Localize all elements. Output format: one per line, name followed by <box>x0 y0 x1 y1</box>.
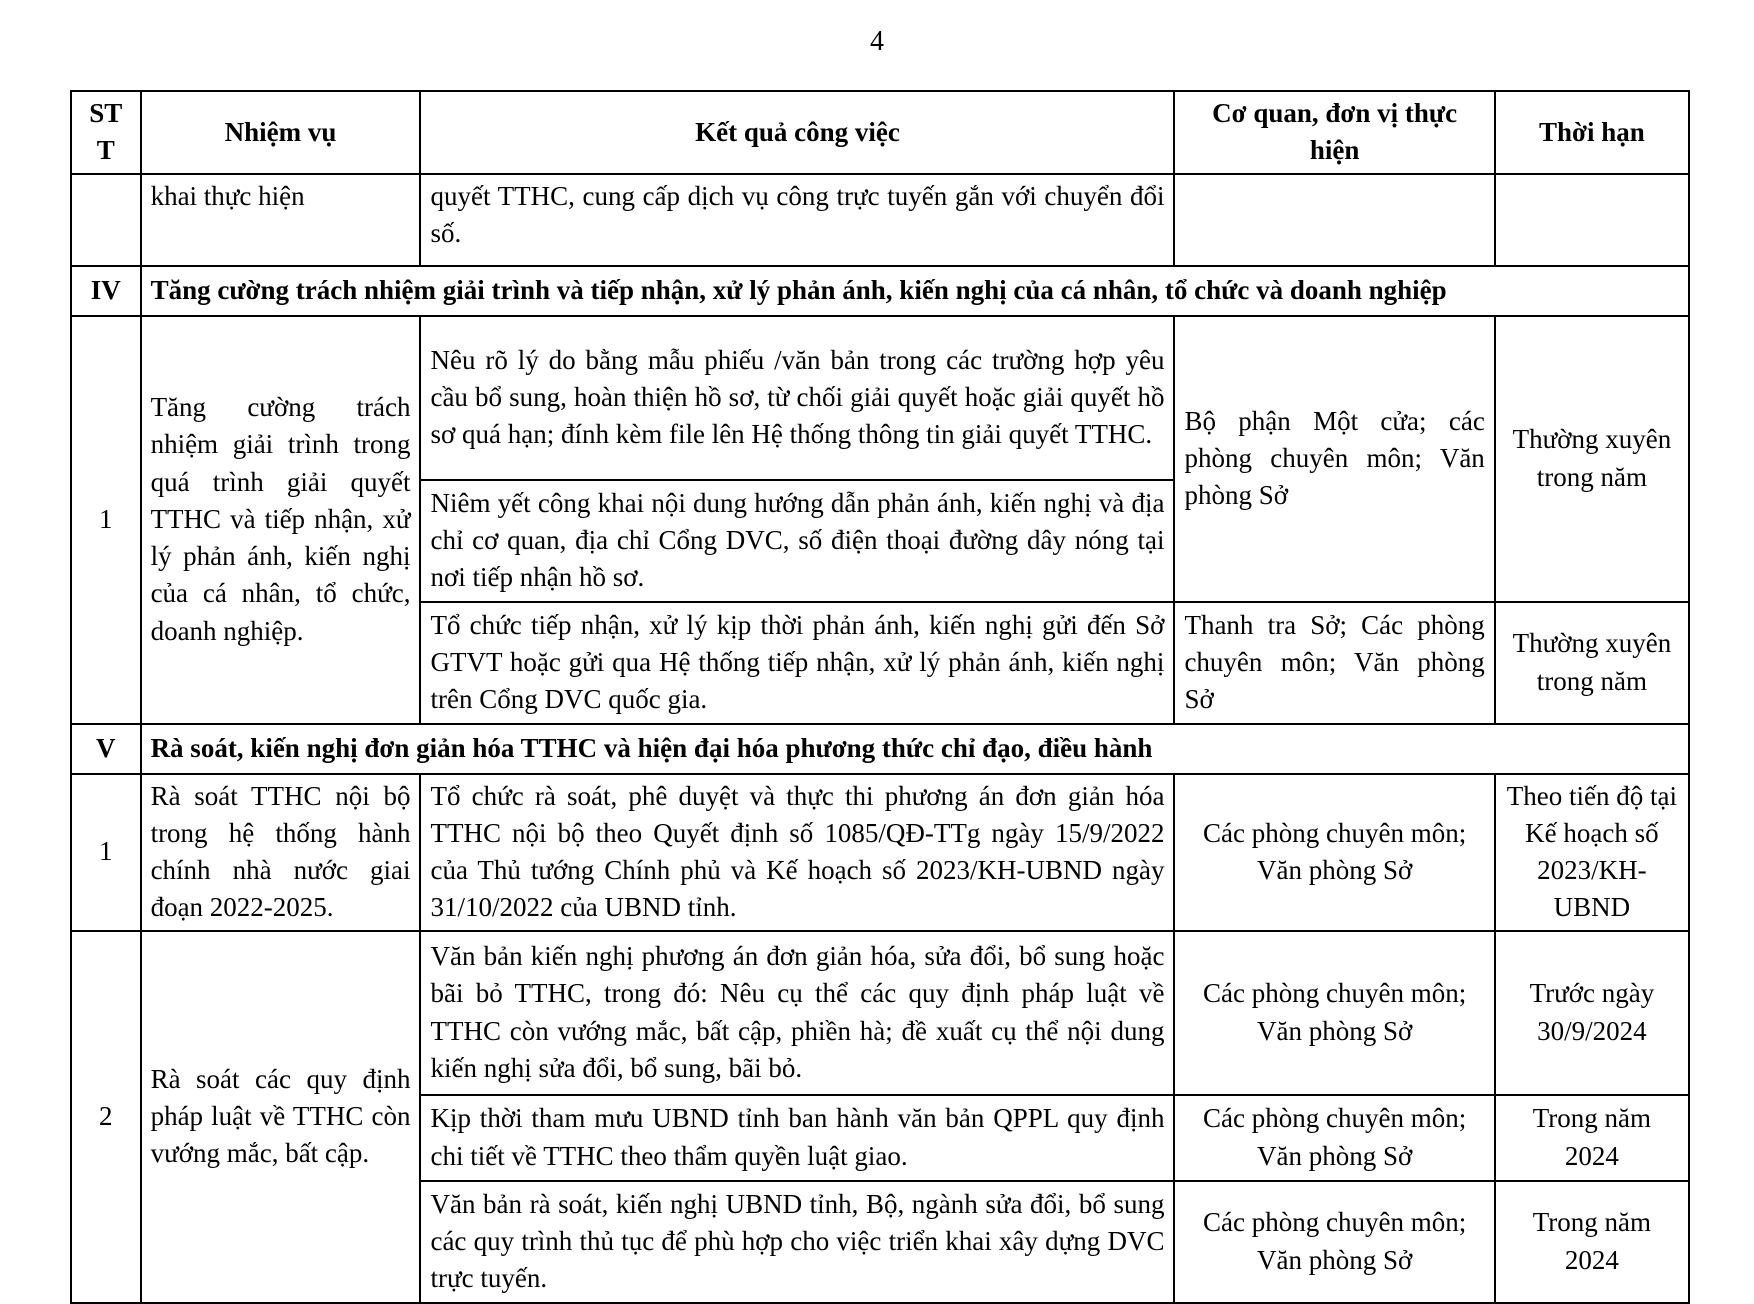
table-row-iv-1a <box>71 316 1689 480</box>
cell-task: Rà soát TTHC nội bộ trong hệ thống hành chính nhà nước giai đoạn 2022-2025. <box>141 774 421 931</box>
cell-deadline: Thường xuyên trong năm <box>1495 602 1689 724</box>
cell-result: Văn bản rà soát, kiến nghị UBND tỉnh, Bộ, ngành sửa đổi, bổ sung các quy trình thủ tục để phù hợp cho việc triển khai xây dựng DVC trực tuyến. <box>420 1181 1174 1303</box>
section-title: Rà soát, kiến nghị đơn giản hóa TTHC và hiện đại hóa phương thức chỉ đạo, điều hành <box>141 724 1689 774</box>
cell-agency: Các phòng chuyên môn; Văn phòng Sở <box>1174 1095 1494 1181</box>
cell-task: khai thực hiện <box>141 174 421 266</box>
cell-deadline: Trong năm 2024 <box>1495 1181 1689 1303</box>
cell-task: Rà soát các quy định pháp luật về TTHC còn vướng mắc, bất cập. <box>141 931 421 1303</box>
cell-stt <box>71 174 141 266</box>
cell-agency: Thanh tra Sở; Các phòng chuyên môn; Văn phòng Sở <box>1174 602 1494 724</box>
section-number: V <box>71 724 141 774</box>
table-row-v-1 <box>71 774 1689 931</box>
header-agency: Cơ quan, đơn vị thực hiện <box>1174 91 1494 174</box>
table-row-continuation <box>71 174 1689 266</box>
cell-agency: Bộ phận Một cửa; các phòng chuyên môn; Văn phòng Sở <box>1174 316 1494 602</box>
cell-result: Kịp thời tham mưu UBND tỉnh ban hành văn bản QPPL quy định chi tiết về TTHC theo thẩm quyền luật giao. <box>420 1095 1174 1181</box>
cell-stt: 1 <box>71 316 141 724</box>
cell-result: Tổ chức tiếp nhận, xử lý kịp thời phản ánh, kiến nghị gửi đến Sở GTVT hoặc gửi qua Hệ thống tiếp nhận, xử lý phản ánh, kiến nghị trên Cổng DVC quốc gia. <box>420 602 1174 724</box>
section-number: IV <box>71 266 141 316</box>
header-deadline: Thời hạn <box>1495 91 1689 174</box>
cell-agency: Các phòng chuyên môn; Văn phòng Sở <box>1174 1181 1494 1303</box>
cell-stt: 1 <box>71 774 141 931</box>
cell-deadline: Trước ngày 30/9/2024 <box>1495 931 1689 1095</box>
cell-deadline: Thường xuyên trong năm <box>1495 316 1689 602</box>
header-task: Nhiệm vụ <box>141 91 421 174</box>
cell-task: Tăng cường trách nhiệm giải trình trong quá trình giải quyết TTHC và tiếp nhận, xử lý phản ánh, kiến nghị của cá nhân, tổ chức, doanh nghiệp. <box>141 316 421 724</box>
cell-result: Tổ chức rà soát, phê duyệt và thực thi phương án đơn giản hóa TTHC nội bộ theo Quyết định số 1085/QĐ-TTg ngày 15/9/2022 của Thủ tướng Chính phủ và Kế hoạch số 2023/KH-UBND ngày 31/10/2022 của UBND tỉnh. <box>420 774 1174 931</box>
page-number: 4 <box>870 26 884 57</box>
cell-deadline: Theo tiến độ tại Kế hoạch số 2023/KH-UBND <box>1495 774 1689 931</box>
cell-result: Văn bản kiến nghị phương án đơn giản hóa, sửa đổi, bổ sung hoặc bãi bỏ TTHC, trong đó: Nêu cụ thể các quy định pháp luật về TTHC còn vướng mắc, bất cập, phiền hà; đề xuất cụ thể nội dung kiến nghị sửa đổi, bổ sung, bãi bỏ. <box>420 931 1174 1095</box>
header-stt: STT <box>71 91 141 174</box>
cell-result: quyết TTHC, cung cấp dịch vụ công trực tuyến gắn với chuyển đổi số. <box>420 174 1174 266</box>
cell-deadline <box>1495 174 1689 266</box>
cell-result: Niêm yết công khai nội dung hướng dẫn phản ánh, kiến nghị và địa chỉ cơ quan, địa chỉ Cổng DVC, số điện thoại đường dây nóng tại nơi tiếp nhận hồ sơ. <box>420 480 1174 602</box>
header-result: Kết quả công việc <box>420 91 1174 174</box>
section-row-v <box>71 724 1689 774</box>
section-title: Tăng cường trách nhiệm giải trình và tiếp nhận, xử lý phản ánh, kiến nghị của cá nhân, tổ chức và doanh nghiệp <box>141 266 1689 316</box>
cell-result: Nêu rõ lý do bằng mẫu phiếu /văn bản trong các trường hợp yêu cầu bổ sung, hoàn thiện hồ sơ, từ chối giải quyết hoặc giải quyết hồ sơ quá hạn; đính kèm file lên Hệ thống thông tin giải quyết TTHC. <box>420 316 1174 480</box>
table-header-row <box>71 91 1689 174</box>
cell-agency: Các phòng chuyên môn; Văn phòng Sở <box>1174 931 1494 1095</box>
section-row-iv <box>71 266 1689 316</box>
table-row-v-2a <box>71 931 1689 1095</box>
cell-deadline: Trong năm 2024 <box>1495 1095 1689 1181</box>
cell-agency: Các phòng chuyên môn; Văn phòng Sở <box>1174 774 1494 931</box>
cell-agency <box>1174 174 1494 266</box>
cell-stt: 2 <box>71 931 141 1303</box>
task-table <box>70 90 1690 1304</box>
